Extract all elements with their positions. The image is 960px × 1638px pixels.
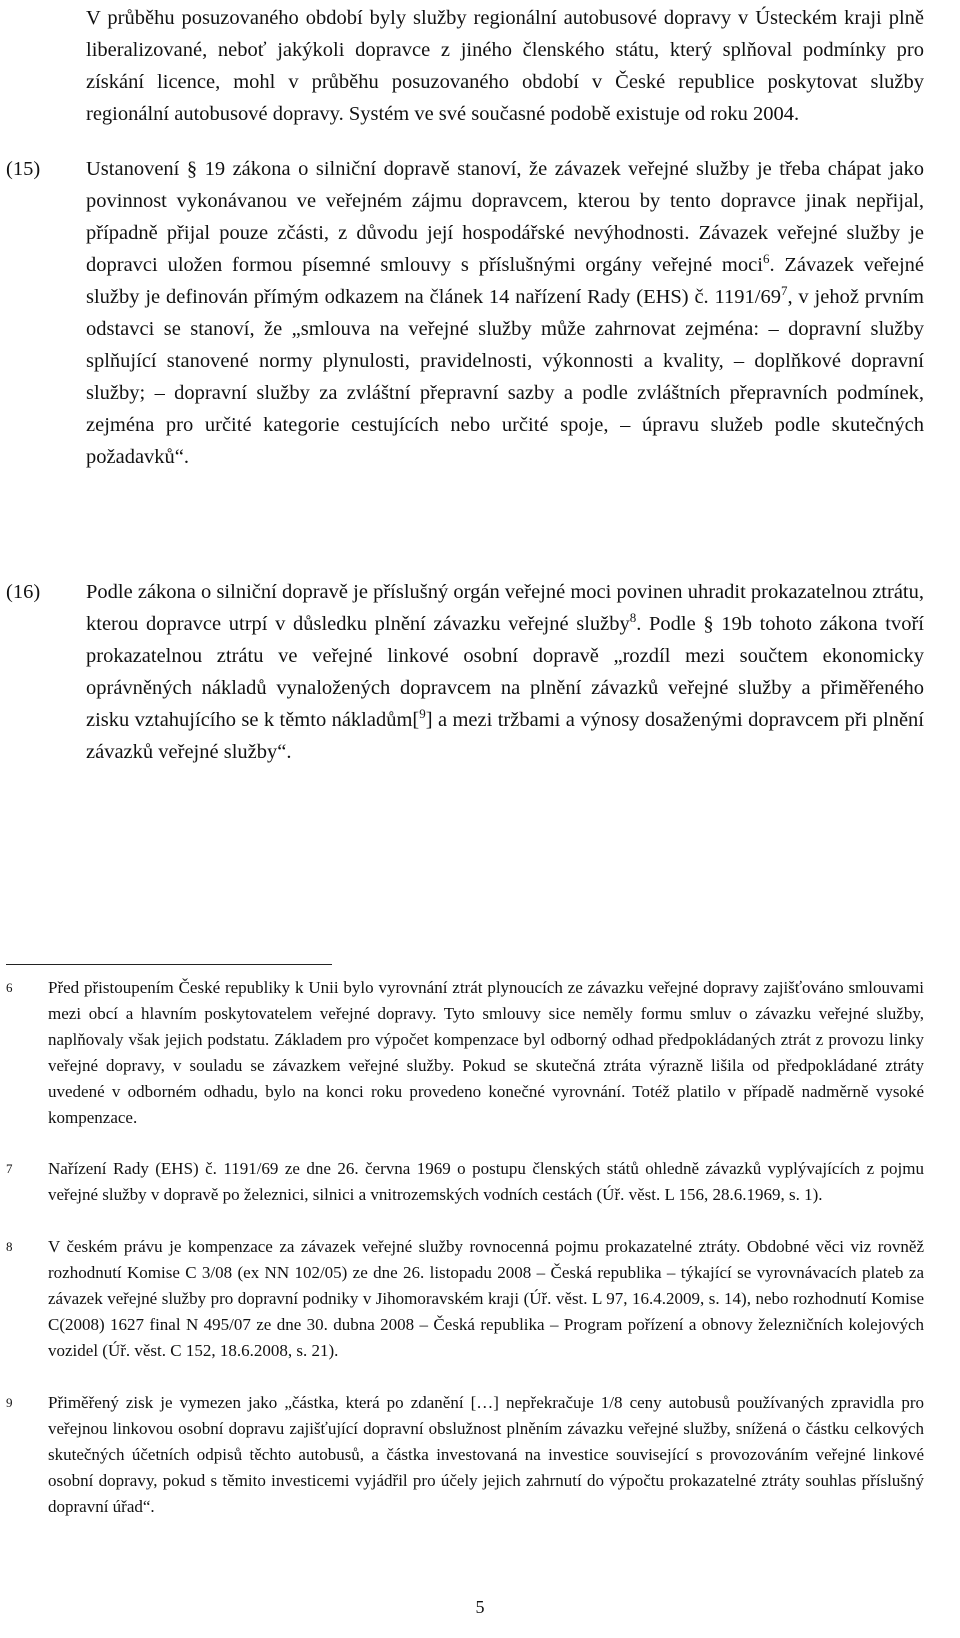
- paragraph-15-number: (15): [6, 158, 41, 180]
- paragraph-16-number: (16): [6, 581, 41, 603]
- paragraph-15: [86, 153, 924, 473]
- paragraph-16-text-a: Podle zákona o silniční dopravě je příslušný orgán veřejné moci povinen uhradit prokazatelnou ztrátu, kterou dopravce utrpí v důsledku plnění závazku veřejné služby: [86, 581, 924, 635]
- footnote-8-number: 8: [6, 1239, 13, 1254]
- footnote-6-number: 6: [6, 980, 13, 995]
- page-number: 5: [475, 1597, 485, 1617]
- footnote-ref-8[interactable]: 8: [629, 610, 637, 626]
- footnote-ref-7[interactable]: 7: [780, 283, 788, 299]
- footnote-ref-9[interactable]: 9: [419, 706, 426, 722]
- footnote-9: Přiměřený zisk je vymezen jako „částka, která po zdanění […] nepřekračuje 1/8 ceny autobusů používaných zpravidla pro veřejnou linkovou osobní dopravu zajišťující dopravní obslužnost plněním závazku veřejné služby, snížená o částku celkových skutečných účetních odpisů těchto autobusů, a částka investovaná na investice související s provozováním veřejné linkové osobní dopravy, pokud s těmito investicemi vyjádřil pro účely jejich zahrnutí do výpočtu prokazatelné ztráty souhlas příslušný dopravní úřad“.: [48, 1393, 924, 1516]
- paragraph-15-text-a: Ustanovení § 19 zákona o silniční dopravě stanoví, že závazek veřejné služby je třeba chápat jako povinnost vykonávanou ve veřejném zájmu dopravcem, kterou by tento dopravce jinak nepřijal, případně přijal pouze zčásti, z důvodu její hospodářské nevýhodnosti. Závazek veřejné služby je dopravci uložen formou písemné smlouvy s příslušnými orgány veřejné moci: [86, 158, 924, 276]
- footnote-ref-6[interactable]: 6: [762, 251, 770, 267]
- footnote-6: Před přistoupením České republiky k Unii bylo vyrovnání ztrát plynoucích ze závazku veřejné dopravy zajišťováno smlouvami mezi obcí a hlavním poskytovatelem veřejné dopravy. Tyto smlouvy sice neměly formu smluv o závazku veřejné služby, naplňovaly však jejich podstatu. Základem pro výpočet kompenzace byl odborný odhad předpokládaných ztrát z provozu linky veřejné dopravy, v souladu se závazkem veřejné služby. Pokud se skutečná ztráta výrazně lišila od předpokládané ztráty uvedené v odborném odhadu, bylo na konci roku provedeno konečné vyrovnání. Totéž platilo v případě nadměrně vysoké kompenzace.: [48, 978, 924, 1127]
- paragraph-15-text-b: . Závazek veřejné služby je definován přímým odkazem na článek 14 nařízení Rady (EHS) č. 1191/69: [86, 254, 924, 308]
- footnote-9-number: 9: [6, 1395, 13, 1410]
- footnote-separator: [6, 964, 332, 965]
- footnote-8: V českém právu je kompenzace za závazek veřejné služby rovnocenná pojmu prokazatelné ztráty. Obdobné věci viz rovněž rozhodnutí Komise C 3/08 (ex NN 102/05) ze dne 26. listopadu 2008 – Česká republika – týkající se vyrovnávacích plateb za závazek veřejné služby pro dopravní podniky v Jihomoravském kraji (Úř. věst. L 97, 16.4.2009, s. 14), nebo rozhodnutí Komise C(2008) 1627 final N 495/07 ze dne 30. dubna 2008 – Česká republika – Program pořízení a obnovy železničních kolejových vozidel (Úř. věst. C 152, 18.6.2008, s. 21).: [48, 1237, 924, 1360]
- paragraph-15-text-c: , v jehož prvním odstavci se stanoví, že „smlouva na veřejné služby může zahrnovat zejména: – dopravní služby splňující stanovené normy plynulosti, pravidelnosti, výkonnosti a kvality, – doplňkové dopravní služby; – dopravní služby za zvláštní přepravní sazby a podle zvláštních přepravních podmínek, zejména pro určité kategorie cestujících nebo určité spoje, – úpravu služeb podle skutečných požadavků“.: [86, 286, 924, 468]
- footnote-7-number: 7: [6, 1161, 13, 1176]
- footnote-7: Nařízení Rady (EHS) č. 1191/69 ze dne 26. června 1969 o postupu členských států ohledně závazků vyplývajících z pojmu veřejné služby v dopravě po železnici, silnici a vnitrozemských vodních cestách (Úř. věst. L 156, 28.6.1969, s. 1).: [48, 1159, 924, 1204]
- intro-paragraph: V průběhu posuzovaného období byly služby regionální autobusové dopravy v Ústeckém kraji plně liberalizované, neboť jakýkoli dopravce z jiného členského státu, který splňoval podmínky pro získání licence, mohl v průběhu posuzovaného období v České republice poskytovat služby regionální autobusové dopravy. Systém ve své současné podobě existuje od roku 2004.: [86, 7, 924, 125]
- paragraph-16-text-b: . Podle § 19b tohoto zákona tvoří prokazatelnou ztrátu ve veřejné linkové osobní dopravě „rozdíl mezi součtem ekonomicky oprávněných nákladů vynaložených dopravcem na plnění závazků veřejné služby a přiměřeného zisku vztahujícího se k těmto nákladům[: [86, 613, 924, 731]
- paragraph-16: [86, 576, 924, 768]
- paragraph-16-text-c: ] a mezi tržbami a výnosy dosaženými dopravcem při plnění závazků veřejné služby“.: [86, 709, 924, 763]
